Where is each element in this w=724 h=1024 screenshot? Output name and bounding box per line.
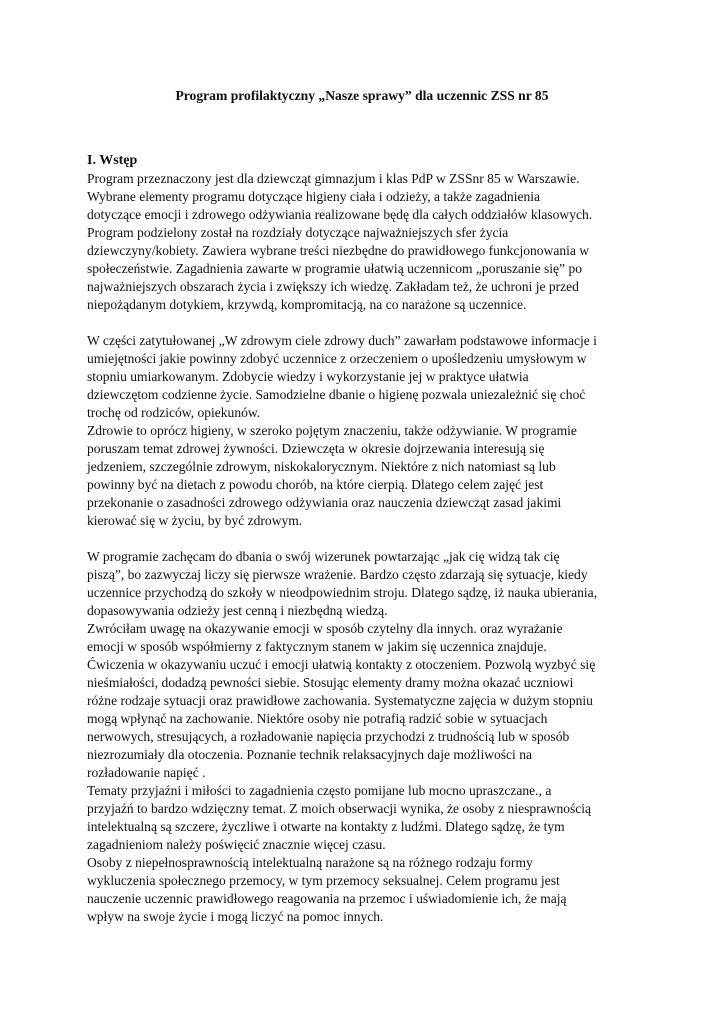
paragraph xyxy=(87,548,647,620)
text-line: dotyczące emocji i zdrowego odżywiania realizowane będę dla całych oddziałów klasowych. xyxy=(87,207,593,222)
text-line: piszą”, bo zazwyczaj liczy się pierwsze wrażenie. Bardzo często zdarzają się sytuacje, kiedy xyxy=(87,567,588,582)
text-line: nauczenie uczennic prawidłowego reagowania na przemoc i uświadomienie ich, że mają xyxy=(87,891,567,906)
text-line: W programie zachęcam do dbania o swój wizerunek powtarzając „jak cię widzą tak cię xyxy=(87,549,560,564)
paragraph xyxy=(87,782,647,854)
text-line: poruszam temat zdrowej żywności. Dziewczęta w okresie dojrzewania interesują się xyxy=(87,441,545,456)
text-line: stopniu umiarkowanym. Zdobycie wiedzy i wykorzystanie jej w praktyce ułatwia xyxy=(87,369,529,384)
paragraph xyxy=(87,620,647,782)
paragraph xyxy=(87,422,647,530)
text-line: dopasowywania odzieży jest cenną i niezbędną wiedzą. xyxy=(87,603,388,618)
text-line: trochę od rodziców, opiekunów. xyxy=(87,405,261,420)
text-line: powinny być na dietach z powodu chorób, na które cierpią. Dlatego celem zajęć jest xyxy=(87,477,544,492)
text-line: dziewczętom codzienne życie. Samodzielne dbanie o higienę pozwala uniezależnić się choć xyxy=(87,387,586,402)
text-line: Zdrowie to oprócz higieny, w szeroko pojętym znaczeniu, także odżywianie. W programie xyxy=(87,423,577,438)
text-line: Ćwiczenia w okazywaniu uczuć i emocji ułatwią kontakty z otoczeniem. Pozwolą wyzbyć się xyxy=(87,657,596,672)
text-line: nerwowych, stresujących, a rozładowanie napięcia przychodzi z trudnością lub w sposób xyxy=(87,729,570,744)
text-line: Program podzielony został na rozdziały dotyczące najważniejszych sfer życia xyxy=(87,225,509,240)
document-title: Program profilaktyczny „Nasze sprawy” dla uczennic ZSS nr 85 xyxy=(175,88,549,103)
text-line: Program przeznaczony jest dla dziewcząt gimnazjum i klas PdP w ZSSnr 85 w Warszawie. xyxy=(87,171,580,186)
text-line: Osoby z niepełnosprawnością intelektualną narażone są na różnego rodzaju formy xyxy=(87,855,533,870)
text-line: wpływ na swoje życie i mogą liczyć na pomoc innych. xyxy=(87,909,384,924)
text-line: intelektualną są szczere, życzliwe i otwarte na kontakty z ludźmi. Dlatego sądzę, że tym xyxy=(87,819,565,834)
text-line: zagadnieniom należy poświęcić znacznie więcej czasu. xyxy=(87,837,386,852)
text-line: Tematy przyjaźni i miłości to zagadnienia często pomijane lub mocno upraszczane., a xyxy=(87,783,552,798)
document-body xyxy=(87,152,647,926)
text-line: najważniejszych obszarach życia i zwiększy ich wiedzę. Zakładam też, że uchroni je przed xyxy=(87,279,579,294)
paragraph-gap xyxy=(87,314,647,332)
section-heading: I. Wstęp xyxy=(87,153,138,168)
text-line: dziewczyny/kobiety. Zawiera wybrane treści niezbędne do prawidłowego funkcjonowania w xyxy=(87,243,590,258)
text-line: przekonanie o zasadności zdrowego odżywiania oraz nauczenia dziewcząt zasad jakimi xyxy=(87,495,562,510)
text-line: uczennice przychodzą do szkoły w nieodpowiednim stroju. Dlatego sądzę, iż nauka ubierania, xyxy=(87,585,598,600)
text-line: nieśmiałości, dodadzą pewności siebie. Stosując elementy dramy można okazać uczniowi xyxy=(87,675,574,690)
text-line: umiejętności jakie powinny zdobyć uczennice z orzeczeniem o upośledzeniu umysłowym w xyxy=(87,351,587,366)
paragraph-gap xyxy=(87,530,647,548)
text-line: rozładowanie napięć . xyxy=(87,765,206,780)
text-line: Zwróciłam uwagę na okazywanie emocji w sposób czytelny dla innych. oraz wyrażanie xyxy=(87,621,563,636)
text-line: emocji w sposób współmierny z faktycznym stanem w jakim się uczennica znajduje. xyxy=(87,639,547,654)
text-line: wykluczenia społecznego przemocy, w tym przemocy seksualnej. Celem programu jest xyxy=(87,873,560,888)
text-line: mogą wpłynąć na zachowanie. Niektóre osoby nie potrafią radzić sobie w sytuacjach xyxy=(87,711,548,726)
text-line: niezrozumiały dla otoczenia. Poznanie technik relaksacyjnych daje możliwości na xyxy=(87,747,532,762)
paragraph xyxy=(87,170,647,314)
text-line: niepożądanym dotykiem, krzywdą, kompromitacją, na co narażone są uczennice. xyxy=(87,297,527,312)
text-line: W części zatytułowanej „W zdrowym ciele zdrowy duch” zawarłam podstawowe informacje i xyxy=(87,333,597,348)
text-line: przyjaźń to bardzo wdzięczny temat. Z moich obserwacji wynika, że osoby z niesprawnością xyxy=(87,801,592,816)
text-line: Wybrane elementy programu dotyczące higieny ciała i odzieży, a także zagadnienia xyxy=(87,189,541,204)
paragraph xyxy=(87,854,647,926)
text-line: kierować się w życiu, by być zdrowym. xyxy=(87,513,303,528)
text-line: jedzeniem, szczególnie zdrowym, niskokalorycznym. Niektóre z nich natomiast są lub xyxy=(87,459,556,474)
text-line: społeczeństwie. Zagadnienia zawarte w programie ułatwią uczennicom „poruszanie się” po xyxy=(87,261,582,276)
text-line: różne rodzaje sytuacji oraz prawidłowe zachowania. Systematyczne zajęcia w dużym stopniu xyxy=(87,693,593,708)
paragraph-container xyxy=(87,170,647,926)
paragraph xyxy=(87,332,647,422)
